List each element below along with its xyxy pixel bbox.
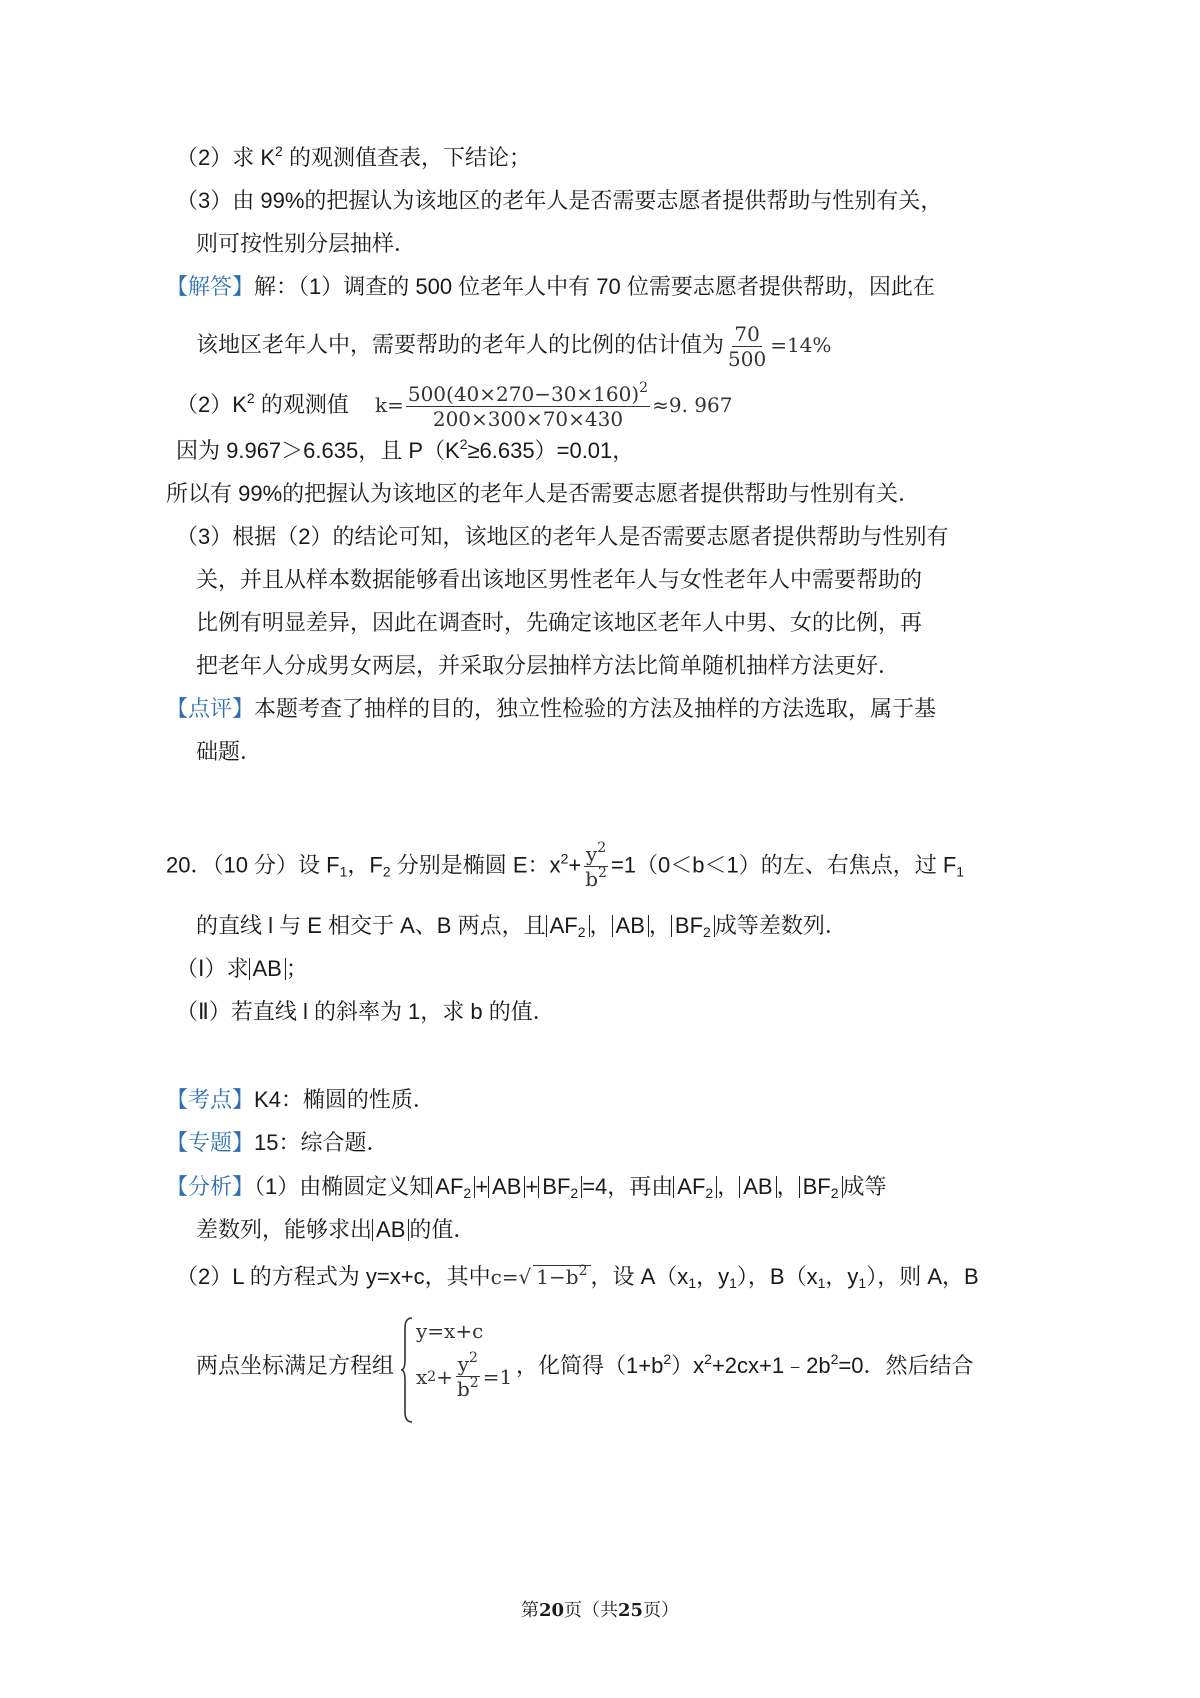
denominator: 500 bbox=[728, 347, 767, 371]
abs-af2 bbox=[431, 1174, 475, 1201]
q19-part2-line bbox=[176, 143, 531, 173]
numerator: 70 bbox=[734, 322, 760, 346]
text: AF bbox=[549, 913, 578, 938]
subscript: 1 bbox=[858, 1275, 867, 1291]
text: +2cx+1﹣2b bbox=[711, 1353, 831, 1378]
numerator: y bbox=[457, 1352, 470, 1376]
abs-bf2 bbox=[671, 913, 715, 940]
analysis-line-1 bbox=[166, 1172, 887, 1202]
superscript: 2 bbox=[459, 436, 468, 452]
system-line-rest bbox=[516, 1351, 973, 1381]
part3-answer-3: 比例有明显差异，因此在调查时，先确定该地区老年人中男、女的比例，再 bbox=[196, 610, 923, 635]
system-line-label: 两点坐标满足方程组 bbox=[196, 1353, 395, 1378]
text: =0．然后结合 bbox=[838, 1353, 974, 1378]
text: ，设 A（x bbox=[590, 1264, 689, 1289]
text: ，y bbox=[825, 1264, 859, 1289]
abs-ab: AB bbox=[372, 1219, 409, 1241]
superscript: 2 bbox=[639, 380, 649, 396]
text: =4，再由 bbox=[582, 1174, 674, 1199]
subscript: 2 bbox=[703, 924, 711, 940]
numerator: 500(40×270−30×160) bbox=[407, 382, 640, 406]
superscript: 2 bbox=[275, 143, 283, 159]
part3-answer-2: 关，并且从样本数据能够看出该地区男性老年人与女性老年人中需要帮助的 bbox=[196, 567, 923, 592]
ratio-formula bbox=[724, 322, 832, 371]
answer-tag: 【解答】 bbox=[166, 274, 255, 299]
abs-ab: AB bbox=[612, 915, 649, 937]
text: ≥6.635）=0.01， bbox=[467, 438, 635, 463]
subscript: 2 bbox=[830, 1185, 839, 1201]
text: （2）K bbox=[176, 392, 247, 417]
text: 因为 9.967＞6.635，且 P（K bbox=[176, 438, 460, 463]
knowledge-point bbox=[166, 1085, 435, 1115]
superscript: 2 bbox=[704, 1351, 712, 1367]
text: ； bbox=[285, 956, 308, 981]
denominator: b bbox=[456, 1377, 470, 1401]
result: =14% bbox=[770, 333, 832, 357]
text: 第 bbox=[520, 1600, 539, 1621]
text: 本题考查了抽样的目的，独立性检验的方法及抽样的方法选取，属于基 bbox=[254, 696, 937, 721]
abs-bf2 bbox=[799, 1174, 843, 1201]
text: ， bbox=[589, 913, 612, 938]
abs-af2 bbox=[546, 913, 590, 940]
text: 20．（10 分）设 F bbox=[166, 852, 340, 878]
text: c= bbox=[490, 1265, 519, 1289]
superscript: 2 bbox=[663, 1351, 672, 1367]
text: 页（共 bbox=[564, 1600, 618, 1621]
text: AF bbox=[435, 1174, 464, 1199]
text: 的观测值 bbox=[254, 392, 349, 417]
text: ），B（x bbox=[736, 1264, 818, 1289]
denominator: 200×300×70×430 bbox=[432, 407, 624, 431]
q20-part2: （Ⅱ）若直线 l 的斜率为 1，求 b 的值． bbox=[176, 999, 555, 1024]
numerator: y bbox=[585, 842, 598, 866]
q19-part3-line: （3）由 99%的把握认为该地区的老年人是否需要志愿者提供帮助与性别有关， bbox=[176, 188, 943, 213]
system-eq-1: y=x+c bbox=[416, 1319, 484, 1343]
conclusion-line-2: 所以有 99%的把握认为该地区的老年人是否需要志愿者提供帮助与性别有关． bbox=[166, 481, 921, 506]
abs-ab: AB bbox=[739, 1176, 776, 1198]
text: BF bbox=[542, 1174, 571, 1199]
text: 的观测值查表，下结论； bbox=[282, 145, 531, 170]
left-brace bbox=[400, 1316, 414, 1424]
analysis-line-2 bbox=[196, 1215, 475, 1245]
q20-header bbox=[166, 842, 964, 891]
subscript: 1 bbox=[729, 1275, 737, 1291]
line-equation bbox=[176, 1262, 979, 1292]
text: ， bbox=[648, 913, 671, 938]
subscript: 2 bbox=[577, 924, 586, 940]
superscript: 2 bbox=[560, 850, 569, 867]
answer-line-2 bbox=[196, 322, 831, 371]
text: + bbox=[568, 852, 582, 878]
text: K4：椭圆的性质． bbox=[254, 1087, 435, 1112]
text: =1（0＜b＜1）的左、右焦点，过 F bbox=[610, 852, 957, 878]
q20-part1 bbox=[176, 954, 308, 984]
text: BF bbox=[802, 1174, 831, 1199]
text: ， bbox=[717, 1174, 740, 1199]
radicand: 1−b bbox=[536, 1265, 579, 1289]
subscript: 2 bbox=[463, 1185, 472, 1201]
subscript: 1 bbox=[817, 1275, 826, 1291]
knowledge-tag: 【考点】 bbox=[166, 1087, 255, 1112]
superscript: 2 bbox=[830, 1351, 839, 1367]
page-number: 20 bbox=[538, 1600, 564, 1621]
text: （2）求 K bbox=[176, 145, 276, 170]
page-footer bbox=[0, 1596, 1200, 1622]
text: ，化简得（1+b bbox=[516, 1353, 664, 1378]
subscript: 1 bbox=[688, 1275, 697, 1291]
subscript: 2 bbox=[570, 1185, 579, 1201]
subscript: 2 bbox=[382, 863, 391, 880]
text: ，F bbox=[347, 852, 383, 878]
superscript: 2 bbox=[597, 840, 607, 856]
result: ≈9. 967 bbox=[652, 393, 733, 417]
superscript: 2 bbox=[598, 865, 607, 881]
part3-answer-1: （3）根据（2）的结论可知，该地区的老年人是否需要志愿者提供帮助与性别有 bbox=[176, 524, 949, 549]
text: + bbox=[525, 1174, 539, 1199]
brace-icon bbox=[400, 1316, 414, 1424]
text: k= bbox=[374, 393, 404, 417]
text: BF bbox=[674, 913, 704, 938]
subscript: 1 bbox=[956, 863, 965, 880]
chi-square-line bbox=[176, 382, 732, 431]
total-pages: 25 bbox=[618, 1600, 644, 1621]
text: 成等 bbox=[842, 1174, 887, 1199]
text: + bbox=[436, 1364, 453, 1389]
review-tag: 【点评】 bbox=[166, 696, 255, 721]
superscript: 2 bbox=[469, 1350, 478, 1366]
text: 该地区老年人中，需要帮助的老年人的比例的估计值为 bbox=[196, 332, 725, 357]
text: ，y bbox=[696, 1264, 730, 1289]
denominator: b bbox=[585, 867, 599, 891]
subscript: 2 bbox=[705, 1185, 714, 1201]
abs-af2 bbox=[673, 1174, 717, 1201]
text: （2）L 的方程式为 y=x+c，其中 bbox=[176, 1264, 491, 1289]
abs-bf2 bbox=[538, 1174, 582, 1201]
text: （Ⅰ）求 bbox=[176, 956, 249, 981]
text: 页） bbox=[643, 1600, 680, 1621]
answer-line-1 bbox=[166, 272, 935, 302]
ellipse-fraction bbox=[583, 842, 609, 891]
topic bbox=[166, 1128, 389, 1158]
text: 15：综合题． bbox=[254, 1130, 389, 1155]
q20-line-2 bbox=[196, 911, 847, 941]
system-eq-2: x 2 + $\frac{y^2}{b^2}$ =1 bbox=[416, 1350, 513, 1401]
q19-part3-cont: 则可按性别分层抽样． bbox=[196, 231, 417, 256]
text: 的值． bbox=[409, 1217, 476, 1242]
abs-ab: AB bbox=[488, 1176, 525, 1198]
text: 差数列，能够求出 bbox=[196, 1217, 373, 1242]
text: =1 bbox=[482, 1364, 513, 1389]
text: 的直线 l 与 E 相交于 A、B 两点，且 bbox=[196, 913, 546, 938]
text: （1）由椭圆定义知 bbox=[254, 1174, 432, 1199]
topic-tag: 【专题】 bbox=[166, 1130, 255, 1155]
superscript: 2 bbox=[246, 390, 255, 406]
abs-ab: AB bbox=[249, 958, 286, 980]
subscript: 1 bbox=[339, 863, 348, 880]
part3-answer-4: 把老年人分成男女两层，并采取分层抽样方法比简单随机抽样方法更好． bbox=[196, 653, 901, 678]
text: ）x bbox=[671, 1353, 705, 1378]
c-formula: c=√ $1-b^2$ bbox=[491, 1265, 591, 1289]
text: x bbox=[416, 1364, 428, 1389]
superscript: 2 bbox=[578, 1263, 588, 1279]
conclusion-line-1 bbox=[176, 436, 634, 466]
review-line-2: 础题． bbox=[196, 739, 263, 764]
text: ， bbox=[776, 1174, 799, 1199]
analysis-tag: 【分析】 bbox=[166, 1174, 255, 1199]
text: 解：（1）调查的 500 位老年人中有 70 位需要志愿者提供帮助，因此在 bbox=[254, 274, 935, 299]
text: AF bbox=[677, 1174, 706, 1199]
review-line-1 bbox=[166, 694, 936, 724]
text: 分别是椭圆 E：x bbox=[390, 852, 561, 878]
text: 成等差数列． bbox=[714, 913, 847, 938]
text: + bbox=[475, 1174, 489, 1199]
text: ），则 A，B bbox=[866, 1264, 979, 1289]
superscript: 2 bbox=[469, 1375, 479, 1391]
